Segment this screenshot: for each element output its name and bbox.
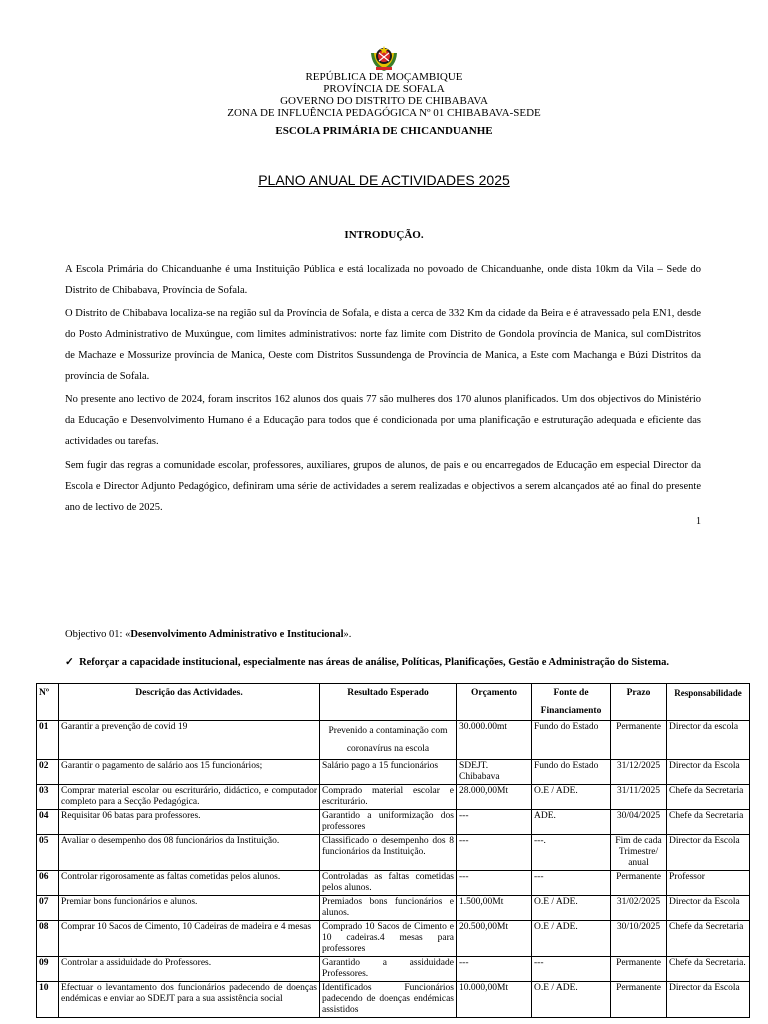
- col-expected-result: Resultado Esperado: [320, 684, 457, 721]
- row-responsibility: Director da escola: [667, 721, 750, 760]
- header-province: PROVÍNCIA DE SOFALA: [323, 83, 445, 95]
- row-expected-result: Salário pago a 15 funcionários: [320, 760, 457, 785]
- row-responsibility: Chefe da Secretaria.: [667, 957, 750, 982]
- row-deadline: 30/04/2025: [611, 810, 667, 835]
- row-responsibility: Chefe da Secretaria: [667, 785, 750, 810]
- row-funding-source: ---: [532, 957, 611, 982]
- table-row: [37, 835, 750, 871]
- table-row: [37, 871, 750, 896]
- row-description: Premiar bons funcionários e alunos.: [59, 896, 320, 921]
- row-description: Controlar a assiduidade do Professores.: [59, 957, 320, 982]
- checkmark-icon: ✓: [65, 657, 74, 668]
- header-district-government: GOVERNO DO DISTRITO DE CHIBABAVA: [280, 95, 488, 107]
- row-deadline: Permanente: [611, 871, 667, 896]
- table-row: [37, 921, 750, 957]
- table-row: [37, 785, 750, 810]
- header-pedagogical-zone: ZONA DE INFLUÊNCIA PEDAGÓGICA Nº 01 CHIBABAVA-SEDE: [227, 107, 541, 119]
- row-responsibility: Director da Escola: [667, 760, 750, 785]
- col-budget: Orçamento: [457, 684, 532, 721]
- row-budget: 1.500,00Mt: [457, 896, 532, 921]
- objective-prefix: Objectivo 01: «: [65, 629, 131, 640]
- table-row: [37, 721, 750, 760]
- row-responsibility: Director da Escola: [667, 896, 750, 921]
- header-school-name: ESCOLA PRIMÁRIA DE CHICANDUANHE: [275, 125, 493, 137]
- table-header-row: [37, 684, 750, 721]
- row-number: 02: [37, 760, 59, 785]
- activities-table: [36, 683, 750, 1018]
- row-budget: 28.000,00Mt: [457, 785, 532, 810]
- row-deadline: Permanente: [611, 721, 667, 760]
- row-responsibility: Director da Escola: [667, 982, 750, 1018]
- header-republic: REPÚBLICA DE MOÇAMBIQUE: [305, 71, 463, 83]
- table-row: [37, 760, 750, 785]
- objective-line: [65, 629, 351, 640]
- row-expected-result: Garantido a assiduidade Professores.: [320, 957, 457, 982]
- row-funding-source: ADE.: [532, 810, 611, 835]
- row-expected-result: Classificado o desempenho dos 8 funcionários da Instituição.: [320, 835, 457, 871]
- table-row: [37, 810, 750, 835]
- paragraph-2: O Distrito de Chibabava localiza-se na região sul da Província de Sofala, e dista a cerca de 332 Km da cidade da Beira e é atravessado pela EN1, desde do Posto Administrativo de Muxúngue, com limites administrativos: norte faz limite com Distrito de Gondola província de Manica, sul comDistritos de Machaze e Mossurize província de Manica, Oeste com Distritos Sussundenga de Província de Manica, a Este com Machanga e Búzi Distritos da província de Sofala.: [65, 308, 701, 382]
- row-number: 07: [37, 896, 59, 921]
- col-responsibility: Responsabilidade: [667, 684, 750, 721]
- row-funding-source: O.E / ADE.: [532, 982, 611, 1018]
- row-funding-source: O.E / ADE.: [532, 896, 611, 921]
- col-deadline: Prazo: [611, 684, 667, 721]
- row-description: Garantir o pagamento de salário aos 15 funcionários;: [59, 760, 320, 785]
- row-responsibility: Chefe da Secretaria: [667, 810, 750, 835]
- document-title: PLANO ANUAL DE ACTIVIDADES 2025: [258, 172, 510, 188]
- table-row: [37, 896, 750, 921]
- table-row: [37, 957, 750, 982]
- row-description: Garantir a prevenção de covid 19: [59, 721, 320, 760]
- objective-suffix: ».: [343, 629, 352, 640]
- row-deadline: 31/11/2025: [611, 785, 667, 810]
- row-budget: SDEJT. Chibabava: [457, 760, 532, 785]
- row-number: 06: [37, 871, 59, 896]
- objective-strategy: [65, 656, 669, 668]
- col-number: Nº: [37, 684, 59, 721]
- row-budget: 30.000.00mt: [457, 721, 532, 760]
- row-description: Comprar 10 Sacos de Cimento, 10 Cadeiras de madeira e 4 mesas: [59, 921, 320, 957]
- row-deadline: 30/10/2025: [611, 921, 667, 957]
- row-budget: ---: [457, 810, 532, 835]
- row-description: Comprar material escolar ou escriturário, didáctico, e computador completo para a Secção Pedagógica.: [59, 785, 320, 810]
- table-row: [37, 982, 750, 1018]
- row-budget: ---: [457, 835, 532, 871]
- row-deadline: Fim de cada Trimestre/ anual: [611, 835, 667, 871]
- row-budget: ---: [457, 957, 532, 982]
- row-number: 01: [37, 721, 59, 760]
- row-description: Controlar rigorosamente as faltas cometidas pelos alunos.: [59, 871, 320, 896]
- row-responsibility: Chefe da Secretaria: [667, 921, 750, 957]
- col-funding-source: Fonte de Financiamento: [532, 684, 611, 721]
- row-responsibility: Professor: [667, 871, 750, 896]
- row-description: Efectuar o levantamento dos funcionários padecendo de doenças endémicas e enviar ao SDEJT para a sua assistência social: [59, 982, 320, 1018]
- col-description: Descrição das Actividades.: [59, 684, 320, 721]
- row-budget: 20.500,00Mt: [457, 921, 532, 957]
- row-responsibility: Director da Escola: [667, 835, 750, 871]
- row-number: 09: [37, 957, 59, 982]
- row-funding-source: O.E / ADE.: [532, 785, 611, 810]
- row-expected-result: Comprado 10 Sacos de Cimento e 10 cadeiras.4 mesas para professores: [320, 921, 457, 957]
- row-expected-result: Prevenido a contaminação com coronavírus na escola: [320, 721, 457, 760]
- row-deadline: 31/02/2025: [611, 896, 667, 921]
- row-number: 08: [37, 921, 59, 957]
- row-expected-result: Premiados bons funcionários e alunos.: [320, 896, 457, 921]
- paragraph-4: Sem fugir das regras a comunidade escolar, professores, auxiliares, grupos de alunos, de pais e ou encarregados de Educação em especial Director da Escola e Director Adjunto Pedagógico, definiram uma série de actividades a serem realizadas e objectivos a serem alcançados até ao final do presente ano de lectivo de 2025.: [65, 460, 701, 513]
- row-funding-source: Fundo do Estado: [532, 760, 611, 785]
- row-funding-source: Fundo do Estado: [532, 721, 611, 760]
- row-deadline: Permanente: [611, 982, 667, 1018]
- row-number: 10: [37, 982, 59, 1018]
- row-expected-result: Identificados Funcionários padecendo de doenças endémicas assistidos: [320, 982, 457, 1018]
- row-funding-source: ---: [532, 871, 611, 896]
- introduction-heading: INTRODUÇÃO.: [344, 229, 424, 241]
- paragraph-3: No presente ano lectivo de 2024, foram inscritos 162 alunos dos quais 77 são mulheres dos 170 alunos planificados. Um dos objectivos do Ministério da Educação e Desenvolvimento Humano é a Educação para todos que é condicionada por uma planificação e estruturação adequada e eficiente das actividades ou tarefas.: [65, 394, 701, 447]
- row-budget: 10.000,00Mt: [457, 982, 532, 1018]
- paragraph-1: A Escola Primária do Chicanduanhe é uma Instituição Pública e está localizada no povoado de Chicanduanhe, onde dista 10km da Vila – Sede do Distrito de Chibabava, Província de Sofala.: [65, 264, 701, 296]
- row-number: 03: [37, 785, 59, 810]
- row-deadline: 31/12/2025: [611, 760, 667, 785]
- row-expected-result: Comprado material escolar e escriturário.: [320, 785, 457, 810]
- row-description: Requisitar 06 batas para professores.: [59, 810, 320, 835]
- row-funding-source: ---.: [532, 835, 611, 871]
- row-description: Avaliar o desempenho dos 08 funcionários da Instituição.: [59, 835, 320, 871]
- row-number: 04: [37, 810, 59, 835]
- row-funding-source: O.E / ADE.: [532, 921, 611, 957]
- page-number: 1: [696, 516, 701, 527]
- objective-name: Desenvolvimento Administrativo e Institucional: [130, 629, 344, 640]
- row-budget: ---: [457, 871, 532, 896]
- row-expected-result: Controladas as faltas cometidas pelos alunos.: [320, 871, 457, 896]
- mozambique-emblem: [368, 43, 400, 73]
- row-number: 05: [37, 835, 59, 871]
- row-expected-result: Garantido a uniformização dos professores: [320, 810, 457, 835]
- row-deadline: Permanente: [611, 957, 667, 982]
- strategy-text: Reforçar a capacidade institucional, especialmente nas áreas de análise, Políticas, Planificações, Gestão e Administração do Sistema.: [79, 657, 669, 668]
